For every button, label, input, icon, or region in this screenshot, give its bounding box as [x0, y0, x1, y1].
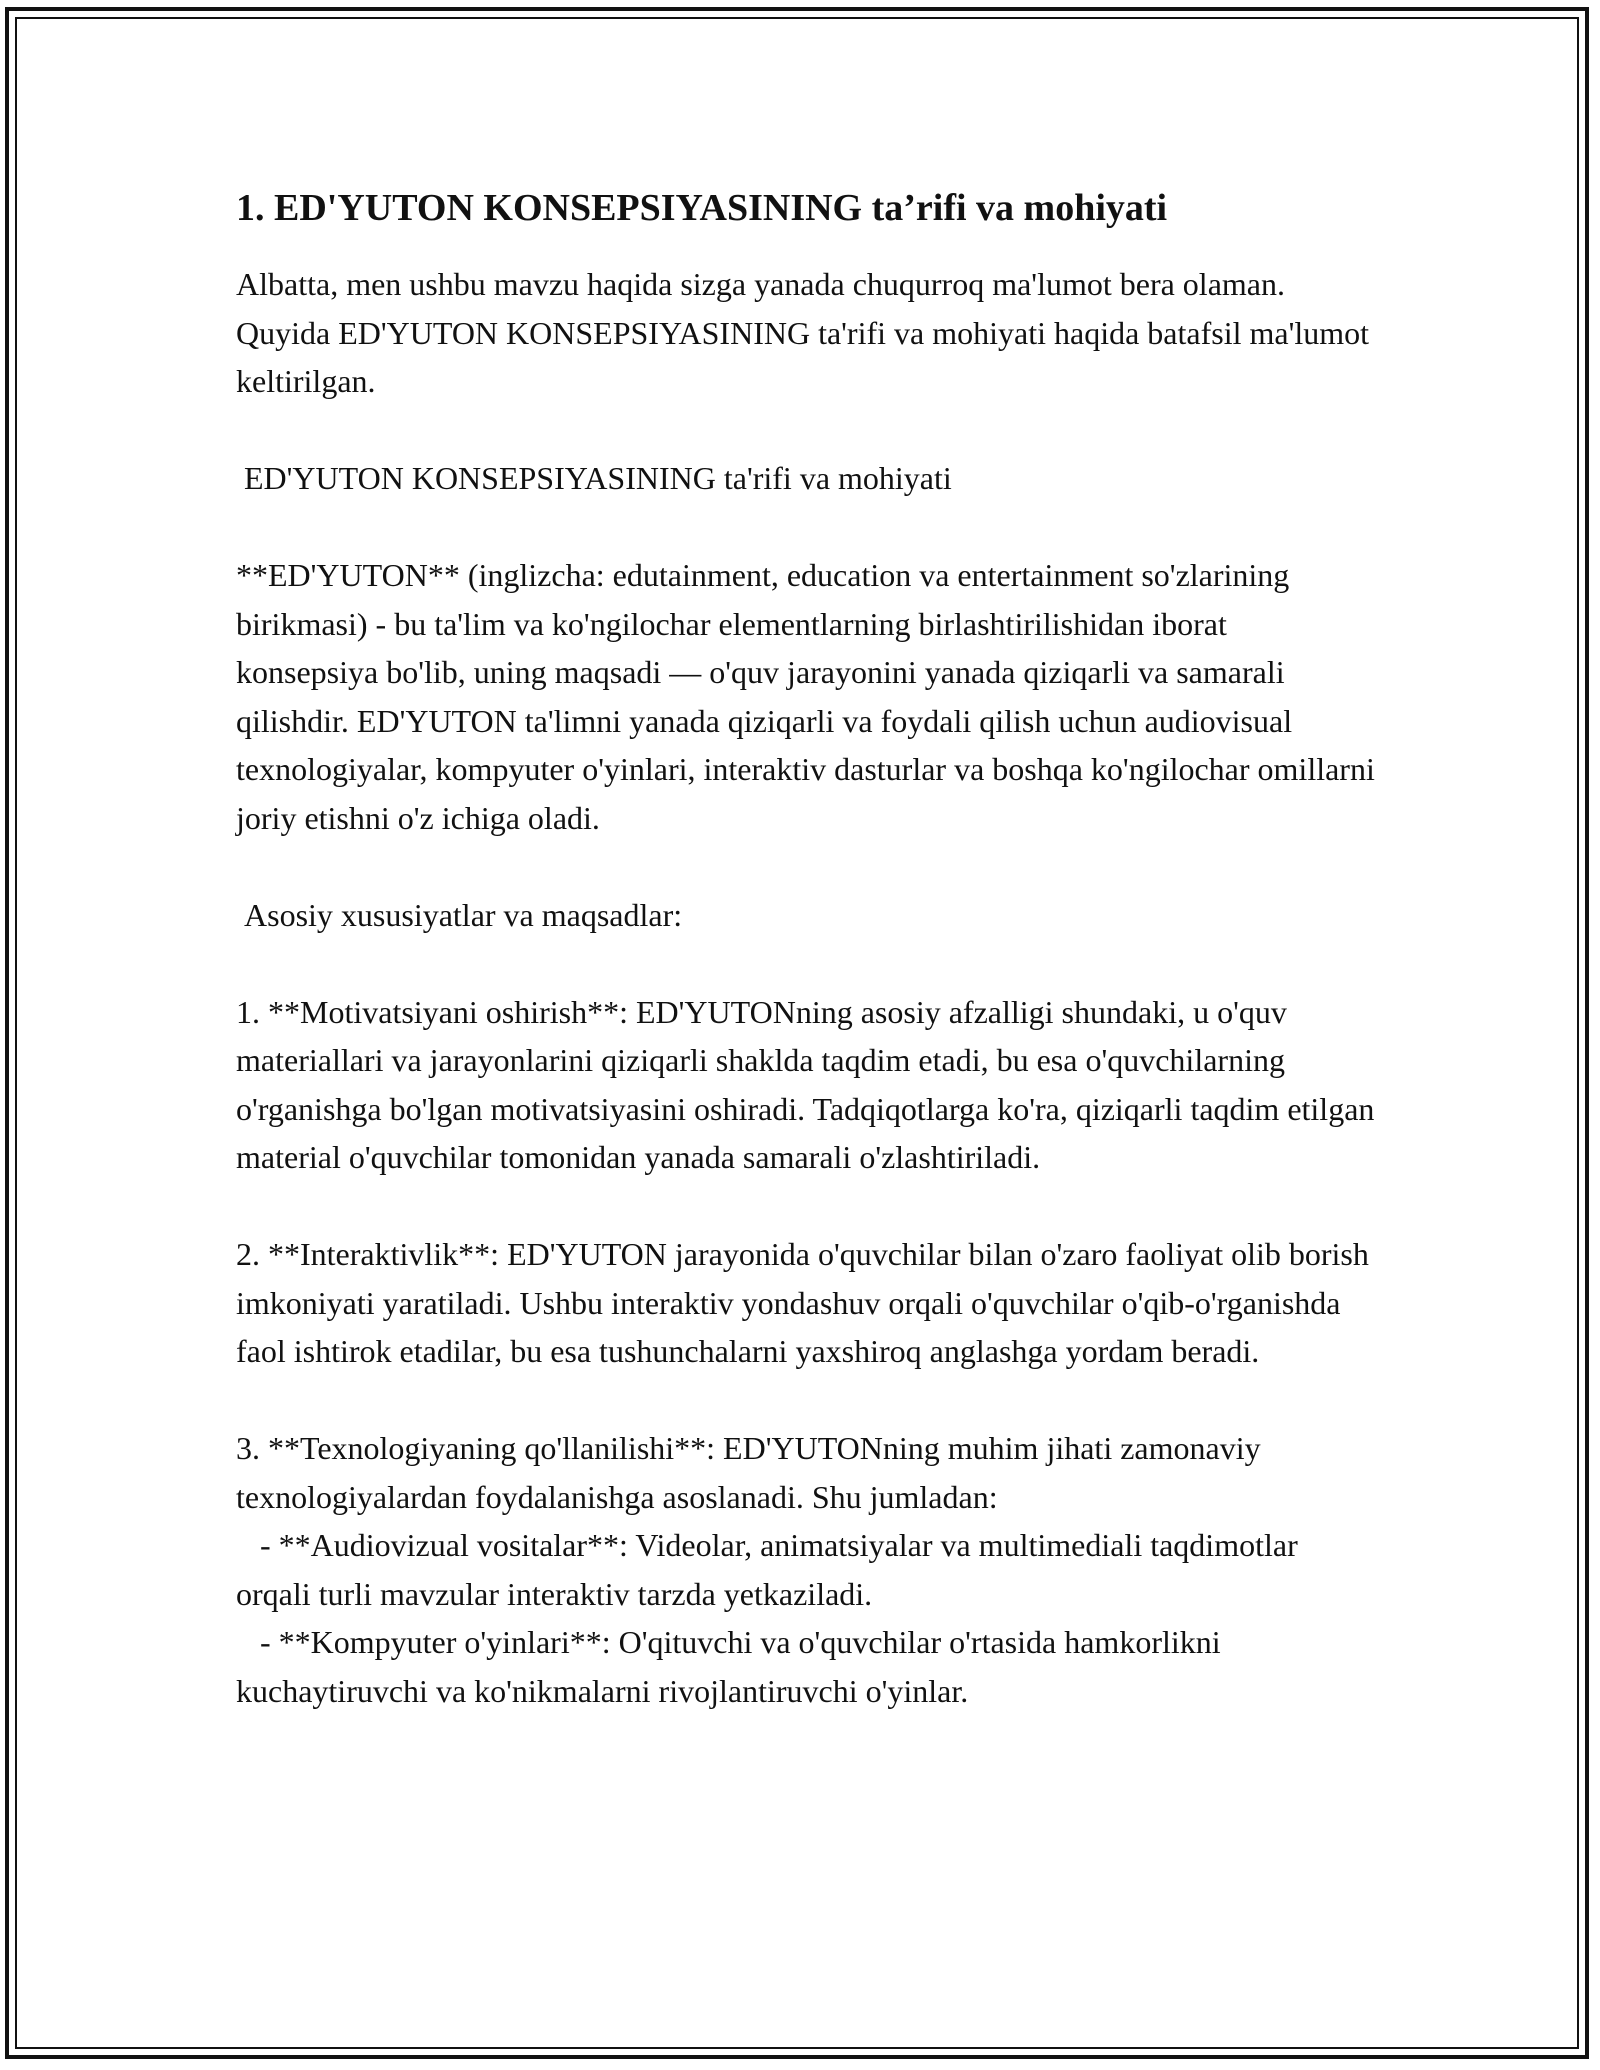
paragraph-spacer	[236, 1182, 1376, 1231]
paragraph-spacer	[236, 406, 1376, 455]
subheading-definition: ED'YUTON KONSEPSIYASINING ta'rifi va mohiyati	[236, 460, 952, 496]
paragraph-spacer	[236, 842, 1376, 891]
definition-paragraph: **ED'YUTON** (inglizcha: edutainment, education va entertainment so'zlarining birikmasi) - bu ta'lim va ko'ngilochar elementlarning birlashtirilishidan iborat konsepsiya bo'lib, uning maqsadi — o'quv jarayonini yanada qiziqarli va samarali qilishdir. ED'YUTON ta'limni yanada qiziqarli va foydali qilish uchun audiovisual texnologiyalar, kompyuter o'yinlari, interaktiv dasturlar va boshqa ko'ngilochar omillarni joriy etishni o'z ichiga oladi.	[236, 557, 1383, 836]
subheading-features: Asosiy xususiyatlar va maqsadlar:	[236, 896, 683, 933]
intro-paragraph: Albatta, men ushbu mavzu haqida sizga yanada chuqurroq ma'lumot bera olaman. Quyida ED'YUTON KONSEPSIYASINING ta'rifi va mohiyati haqida batafsil ma'lumot keltirilgan.	[236, 266, 1377, 399]
document-body	[236, 184, 1383, 1715]
list-item-technology: 3. **Texnologiyaning qo'llanilishi**: ED'YUTONning muhim jihati zamonaviy texnologiyalardan foydalanishga asoslanadi. Shu jumladan: - **Audiovizual vositalar**: Videolar, animatsiyalar va multimediali taqdimotlar orqali turli mavzular interaktiv tarzda yetkaziladi. - **Kompyuter o'yinlari**: O'qituvchi va o'quvchilar o'rtasida hamkorlikni kuchaytiruvchi va ko'nikmalarni rivojlantiruvchi o'yinlar.	[236, 1430, 1298, 1709]
paragraph-spacer	[236, 1376, 1376, 1425]
list-item-interactivity: 2. **Interaktivlik**: ED'YUTON jarayonida o'quvchilar bilan o'zaro faoliyat olib borish imkoniyati yaratiladi. Ushbu interaktiv yondashuv orqali o'quvchilar o'qib-o'rganishda faol ishtirok etadilar, bu esa tushunchalarni yaxshiroq anglashga yordam beradi.	[236, 1236, 1377, 1369]
list-item-motivation: 1. **Motivatsiyani oshirish**: ED'YUTONning asosiy afzalligi shundaki, u o'quv materiallari va jarayonlarini qiziqarli shaklda taqdim etadi, bu esa o'quvchilarning o'rganishga bo'lgan motivatsiyasini oshiradi. Tadqiqotlarga ko'ra, qiziqarli taqdim etilgan material o'quvchilar tomonidan yanada samarali o'zlashtiriladi.	[236, 993, 1383, 1175]
paragraph-spacer	[236, 503, 1376, 552]
paragraph-spacer	[236, 939, 1376, 988]
section-heading: 1. ED'YUTON KONSEPSIYASINING ta’rifi va mohiyati	[236, 187, 1168, 229]
